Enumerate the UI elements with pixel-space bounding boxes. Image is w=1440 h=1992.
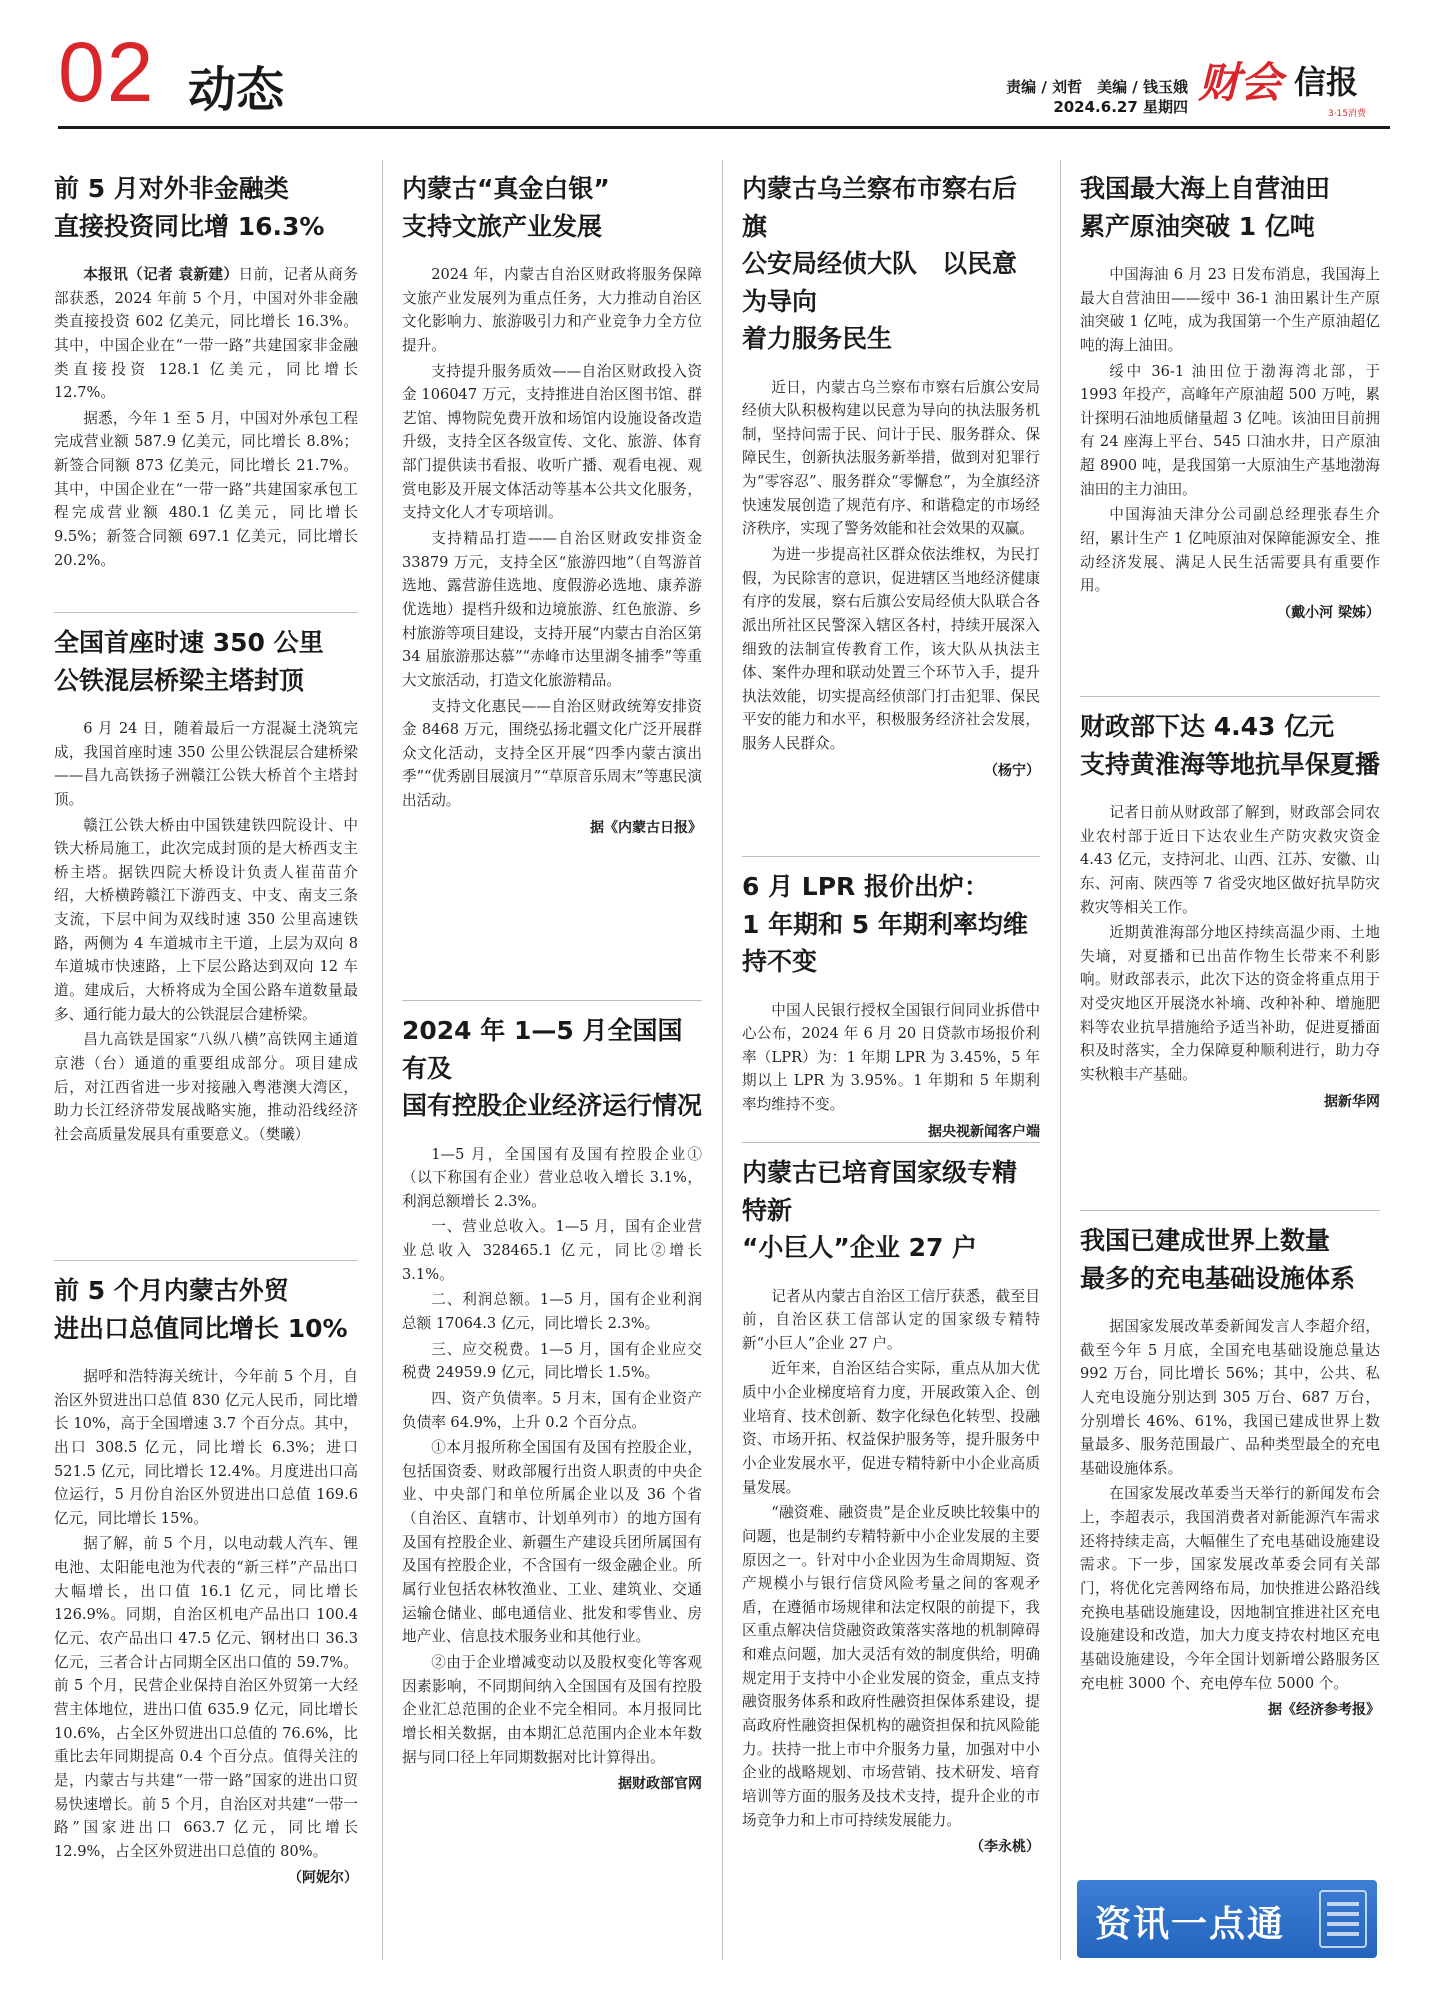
article-charging	[1080, 1222, 1380, 1719]
article-lpr	[742, 868, 1040, 1141]
article-drought-funds	[1080, 708, 1380, 1111]
headline-line: 我国已建成世界上数量	[1080, 1226, 1331, 1255]
article-paragraph: 中国海油 6 月 23 日发布消息，我国海上最大自营油田——绥中 36-1 油田累计生产原油突破 1 亿吨，成为我国第一个生产原油超亿吨的海上油田。	[1080, 266, 1380, 354]
article-paragraph: 据国家发展改革委新闻发言人李超介绍，截至今年 5 月底，全国充电基础设施总量达 992 万台，同比增长 56%；其中，公共、私人充电设施分别达到 305 万台、687 万台，分别增长 46%、61%，我国已建成世界上数量最多、服务范围最广、品种类型最全的充电基础设施体系。	[1080, 1318, 1380, 1477]
article-paragraph: 据了解，前 5 个月，以电动载人汽车、锂电池、太阳能电池为代表的“新三样”产品出口大幅增长，出口值 16.1 亿元，同比增长 126.9%。同期，自治区机电产品出口 100.4 亿元、农产品出口 47.5 亿元、钢材出口 36.3 亿元，三者合计占同期全区出口值的 59.7%。前 5 个月，民营企业保持自治区外贸第一大经营主体地位，进出口值 635.9 亿元，同比增长 10.6%，占全区外贸进出口总值的 76.6%，比重比去年同期提高 0.4 个百分点。值得关注的是，内蒙古与共建“一带一路”国家的进出口贸易快速增长。前 5 个月，自治区对共建“一带一路”国家进出口 663.7 亿元，同比增长 12.9%，占全区外贸进出口总值的 80%。	[54, 1535, 358, 1860]
article-paragraph: 二、利润总额。1—5 月，国有企业利润总额 17064.3 亿元，同比增长 2.3%。	[402, 1291, 702, 1332]
article-oilfield	[1080, 170, 1380, 622]
article-paragraph: 绥中 36-1 油田位于渤海湾北部，于 1993 年投产，高峰年产原油超 500 万吨，累计探明石油地质储量超 3 亿吨。该油田目前拥有 24 座海上平台、545 口油水井，日产原油超 8900 吨，是我国第一大原油生产基地渤海油田的主力油田。	[1080, 362, 1380, 498]
article-byline: （阿妮尔）	[288, 1870, 358, 1887]
article-police	[742, 170, 1040, 780]
article-headline	[402, 1012, 702, 1125]
article-headline	[742, 868, 1040, 981]
article-separator	[54, 612, 358, 613]
column-divider	[1060, 160, 1061, 1960]
document-icon	[1319, 1890, 1367, 1948]
headline-line: 内蒙古乌兰察布市察右后旗	[742, 174, 1018, 241]
headline-line: 国有控股企业经济运行情况	[402, 1091, 703, 1120]
article-culture-tourism	[402, 170, 702, 837]
headline-line: 财政部下达 4.43 亿元	[1080, 712, 1335, 741]
article-outbound-investment	[54, 170, 358, 572]
headline-line: 支持文旅产业发展	[402, 211, 603, 241]
article-paragraph: 赣江公铁大桥由中国铁建铁四院设计、中铁大桥局施工，此次完成封顶的是大桥西支主桥主塔。据铁四院大桥设计负责人崔苗苗介绍，大桥横跨赣江下游西支、中支、南支三条支流，下层中间为双线时速 350 公里高速铁路，两侧为 4 车道城市主干道，上层为双向 8 车道城市快速路，上下层公路达到双向 12 车道。建成后，大桥将成为全国公路车道数量最多、通行能力最大的公铁混层合建桥梁。	[54, 816, 358, 1023]
article-headline	[402, 170, 702, 245]
article-paragraph: “融资难、融资贵”是企业反映比较集中的问题，也是制约专精特新中小企业发展的主要原因之一。针对中小企业因为生命周期短、资产规模小与银行信贷风险考量之间的客观矛盾，在遵循市场规律和法定权限的前提下，我区重点解决信贷融资政策落实落地的机制障碍和难点问题，加大灵活有效的制度供给，明确规定用于支持中小企业发展的资金，重点支持融资服务体系和政府性融资担保体系建设，提高政府性融资担保机构的融资担保和抗风险能力。扶持一批上市中介服务力量，加强对中小企业的战略规划、市场营销、技术研发、培育培训等方面的服务及技术支持，提升企业的市场竞争力和上市可持续发展能力。	[742, 1504, 1040, 1829]
article-headline	[1080, 708, 1380, 783]
headline-line: 我国最大海上自营油田	[1080, 174, 1331, 203]
article-paragraph: 近日，内蒙古乌兰察布市察右后旗公安局经侦大队积极构建以民意为导向的执法服务机制，坚持问需于民、问计于民、服务群众、保障民生，创新执法服务新举措，做到对犯罪行为“零容忍”、服务群众“零懈怠”，为全旗经济快速发展创造了规范有序、和谐稳定的市场经济秩序，实现了警务效能和社会效果的双赢。	[742, 378, 1040, 538]
article-paragraph: 四、资产负债率。5 月末，国有企业资产负债率 64.9%，上升 0.2 个百分点。	[402, 1389, 702, 1431]
article-headline	[742, 170, 1040, 358]
article-byline: 据央视新闻客户端	[928, 1123, 1040, 1140]
article-paragraph: 为进一步提高社区群众依法维权，为民打假，为民除害的意识，促进辖区当地经济健康有序的发展，察右后旗公安局经侦大队联合各派出所社区民警深入辖区各村，持续开展深入细致的法制宣传教育工作，该大队从执法主体、案件办理和联动处置三个环节入手，提升执法效能，切实提高经侦部门打击犯罪、保民平安的能力和水平，积极服务经济社会发展，服务人民群众。	[742, 545, 1040, 753]
headline-line: 进出口总值同比增长 10%	[54, 1313, 348, 1343]
article-paragraph: 2024 年，内蒙古自治区财政将服务保障文旅产业发展列为重点任务，大力推动自治区文化影响力、旅游吸引力和产业竞争力全方位提升。	[402, 266, 702, 354]
article-headline	[742, 1154, 1040, 1267]
section-title: 动态	[188, 62, 285, 118]
article-byline: 据新华网	[1324, 1093, 1380, 1110]
article-headline	[1080, 170, 1380, 245]
headline-line: 公安局经侦大队 以民意为导向	[742, 249, 1018, 316]
masthead-rule	[58, 126, 1390, 129]
article-paragraph: 近期黄淮海部分地区持续高温少雨、土地失墒，对夏播和已出苗作物生长带来不利影响。财政部表示，此次下达的资金将重点用于对受灾地区开展浇水补墒、改种补种、增施肥料等农业抗旱措施给予适当补助，促进夏播面积及时落实，全力保障夏种顺利进行，助力夺实秋粮丰产基础。	[1080, 924, 1380, 1084]
headline-line: 最多的充电基础设施体系	[1080, 1263, 1356, 1293]
article-headline	[54, 1272, 358, 1347]
article-headline	[1080, 1222, 1380, 1297]
article-byline: （李永桃）	[970, 1839, 1040, 1856]
article-byline: 据《内蒙古日报》	[590, 819, 702, 836]
headline-line: 直接投资同比增 16.3%	[54, 211, 325, 241]
article-byline: 据财政部官网	[618, 1776, 702, 1793]
article-paragraph: 据呼和浩特海关统计，今年前 5 个月，自治区外贸进出口总值 830 亿元人民币，同比增长 10%，高于全国增速 3.7 个百分点。其中，出口 308.5 亿元，同比增长 6.3%；进口 521.5 亿元，同比增长 12.4%。月度进出口高位运行，5 月份自治区外贸进出口总值 169.6 亿元，同比增长 15%。	[54, 1368, 358, 1527]
article-paragraph: 昌九高铁是国家“八纵八横”高铁网主通道京港（台）通道的重要组成部分。项目建成后，对江西省进一步对接融入粤港澳大湾区，助力长江经济带发展战略实施，推动沿线经济社会高质量发展具有重要意义。（樊曦）	[54, 1031, 358, 1143]
article-separator	[742, 856, 1040, 857]
article-separator	[402, 1000, 702, 1001]
article-paragraph: 在国家发展改革委当天举行的新闻发布会上，李超表示，我国消费者对新能源汽车需求还将持续走高，大幅催生了充电基础设施建设需求。下一步，国家发展改革委会同有关部门，将优化完善网络布局，加快推进公路沿线充换电基础设施建设，因地制宜推进社区充电设施建设和改造，加大力度支持农村地区充电基础设施建设，今年全国计划新增公路服务区充电桩 3000 个、充电停车位 5000 个。	[1080, 1485, 1380, 1692]
article-paragraph: ②由于企业增减变动以及股权变化等客观因素影响，不同期间纳入全国国有及国有控股企业汇总范围的企业不完全相同。本月报同比增长相关数据，由本期汇总范围内企业本年数据与同口径上年同期数据对比计算得出。	[402, 1653, 702, 1766]
newspaper-logo	[1198, 58, 1386, 119]
article-separator	[1080, 1210, 1380, 1211]
article-byline: （杨宁）	[984, 762, 1040, 779]
article-separator	[742, 1142, 1040, 1143]
column-divider	[382, 160, 383, 1960]
headline-line: 前 5 月对外非金融类	[54, 174, 289, 203]
page-number: 02	[58, 25, 156, 119]
article-paragraph: 6 月 24 日，随着最后一方混凝土浇筑完成，我国首座时速 350 公里公铁混层合建桥梁——昌九高铁扬子洲赣江公铁大桥首个主塔封顶。	[54, 720, 358, 808]
headline-line: 内蒙古已培育国家级专精特新	[742, 1158, 1018, 1225]
article-paragraph: 支持精品打造——自治区财政安排资金 33879 万元，支持全区“旅游四地”（自驾游首选地、露营游佳选地、度假游必选地、康养游优选地）提档升级和边境旅游、红色旅游、乡村旅游等项目建设，支持开展“内蒙古自治区第 34 届旅游那达慕”“赤峰市达里湖冬捕季”等重大文旅活动，打造文化旅游精品。	[402, 530, 702, 689]
headline-line: 2024 年 1—5 月全国国有及	[402, 1016, 683, 1083]
headline-line: 1 年期和 5 年期利率均维持不变	[742, 909, 1028, 976]
article-bridge	[54, 624, 358, 1147]
headline-line: “小巨人”企业 27 户	[742, 1233, 978, 1262]
article-paragraph: 支持文化惠民——自治区财政统筹安排资金 8468 万元，围绕弘扬北疆文化广泛开展群众文化活动，支持全区开展“四季内蒙古演出季”“优秀剧目展演月”“草原音乐周末”等惠民演出活动。	[402, 697, 702, 810]
article-paragraph	[54, 263, 358, 405]
article-paragraph: 支持提升服务质效——自治区财政投入资金 106047 万元，支持推进自治区图书馆、群艺馆、博物院免费开放和场馆内设施设备改造升级，支持全区各级宣传、文化、旅游、体育部门提供读书看报、收听广播、观看电视、观赏电影及开展文体活动等基本公共文化服务，支持文化人才专项培训。	[402, 362, 702, 522]
editors: 责编 / 刘哲 美编 / 钱玉娥	[1006, 78, 1188, 96]
article-paragraph: 1—5 月，全国国有及国有控股企业①（以下称国有企业）营业总收入增长 3.1%，利润总额增长 2.3%。	[402, 1145, 702, 1210]
article-state-enterprises	[402, 1012, 702, 1793]
article-paragraph: 一、营业总收入。1—5 月，国有企业营业总收入 328465.1 亿元，同比②增长 3.1%。	[402, 1218, 702, 1283]
headline-line: 前 5 个月内蒙古外贸	[54, 1276, 289, 1305]
article-paragraph: 三、应交税费。1—5 月，国有企业应交税费 24959.9 亿元，同比增长 1.5%。	[402, 1340, 702, 1382]
article-paragraph: 中国人民银行授权全国银行间同业拆借中心公布，2024 年 6 月 20 日贷款市场报价利率（LPR）为：1 年期 LPR 为 3.45%，5 年期以上 LPR 为 3.95%。1 年期和 5 年期利率均维持不变。	[742, 1001, 1040, 1114]
column-divider	[722, 160, 723, 1960]
article-paragraph: 记者日前从财政部了解到，财政部会同农业农村部于近日下达农业生产防灾救灾资金 4.43 亿元，支持河北、山西、江苏、安徽、山东、河南、陕西等 7 省受灾地区做好抗旱防灾救灾等相关工作。	[1080, 804, 1380, 916]
article-separator	[54, 1260, 358, 1261]
headline-line: 内蒙古“真金白银”	[402, 174, 610, 203]
masthead	[0, 0, 1440, 132]
article-paragraph: 据悉，今年 1 至 5 月，中国对外承包工程完成营业额 587.9 亿美元，同比增长 8.8%；新签合同额 873 亿美元，同比增长 21.7%。其中，中国企业在“一带一路”共建国家承包工程完成营业额 480.1 亿美元，同比增长 9.5%；新签合同额 697.1 亿美元，同比增长 20.2%。	[54, 409, 358, 569]
article-headline	[54, 170, 358, 245]
headline-line: 全国首座时速 350 公里	[54, 628, 324, 657]
article-separator	[1080, 696, 1380, 697]
headline-line: 着力服务民生	[742, 324, 893, 353]
headline-line: 公铁混层桥梁主塔封顶	[54, 665, 305, 695]
article-little-giants	[742, 1154, 1040, 1856]
promo-label: 资讯一点通	[1095, 1904, 1286, 1945]
logo-brand: 财会	[1198, 58, 1283, 107]
article-paragraph: 记者从内蒙古自治区工信厅获悉，截至目前，自治区获工信部认定的国家级专精特新“小巨人”企业 27 户。	[742, 1287, 1040, 1352]
logo-sub: 3·15消费	[1328, 109, 1367, 119]
lead-byline: 本报讯（记者 袁新建）	[83, 266, 239, 283]
headline-line: 累产原油突破 1 亿吨	[1080, 211, 1315, 241]
news-promo-banner[interactable]	[1077, 1880, 1377, 1958]
article-byline: 据《经济参考报》	[1268, 1702, 1380, 1719]
article-inner-mongolia-trade	[54, 1272, 358, 1887]
article-paragraph: ①本月报所称全国国有及国有控股企业，包括国资委、财政部履行出资人职责的中央企业、中央部门和单位所属企业以及 36 个省（自治区、直辖市、计划单列市）的地方国有及国有控股企业、新疆生产建设兵团所属国有及国有控股企业，不含国有一级金融企业。所属行业包括农林牧渔业、工业、建筑业、交通运输仓储业、邮电通信业、批发和零售业、房地产业、信息技术服务业和其他行业。	[402, 1439, 702, 1646]
article-paragraph: 中国海油天津分公司副总经理张春生介绍，累计生产 1 亿吨原油对保障能源安全、推动经济发展、满足人民生活需要具有重要作用。	[1080, 506, 1380, 595]
headline-line: 6 月 LPR 报价出炉：	[742, 872, 990, 901]
logo-paper: 信报	[1294, 63, 1359, 101]
article-headline	[54, 624, 358, 699]
article-byline: （戴小河 梁姊）	[1277, 604, 1380, 621]
issue-date: 2024.6.27 星期四	[1053, 97, 1188, 116]
paragraph-text: 日前，记者从商务部获悉，2024 年前 5 个月，中国对外非金融类直接投资 602 亿美元，同比增长 16.3%。其中，中国企业在“一带一路”共建国家非金融类直接投资 128.1 亿美元，同比增长 12.7%。	[54, 266, 358, 402]
headline-line: 支持黄淮海等地抗旱保夏播	[1080, 749, 1381, 779]
article-paragraph: 近年来，自治区结合实际，重点从加大优质中小企业梯度培育力度，开展政策入企、创业培育、技术创新、数字化绿色化转型、投融资、市场开拓、权益保护服务等，提升服务中小企业发展水平，促进专精特新中小企业高质量发展。	[742, 1360, 1040, 1496]
editor-credits	[1006, 78, 1188, 117]
